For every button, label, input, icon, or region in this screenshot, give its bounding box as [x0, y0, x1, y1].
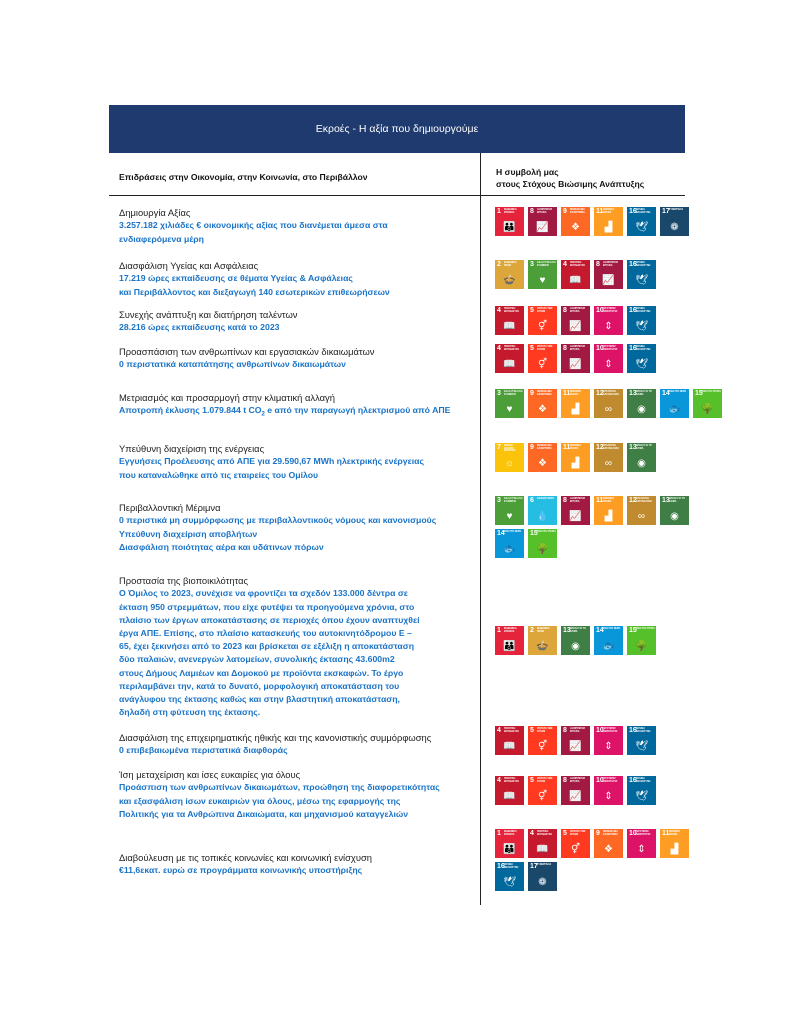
sdg-7-icon: 7 ΦΘΗΝΗ ΚΑΘΑΡΗ ΕΝΕΡΓΕΙΑ ☼: [495, 443, 524, 472]
sdg-4-icon: 4 ΠΟΙΟΤΙΚΗ ΕΚΠΑΙΔΕΥΣΗ 📖: [528, 829, 557, 858]
sdg-8-icon: 8 ΑΞΙΟΠΡΕΠΗΣ ΕΡΓΑΣΙΑ 📈: [528, 207, 557, 236]
impact-metric-line: 17.219 ώρες εκπαίδευσης σε θέματα Υγείας & Ασφάλειας: [119, 273, 353, 284]
sdg-14-icon: 14 ΖΩΗ ΣΤΟ ΝΕΡΟ 🐟: [660, 389, 689, 418]
impact-title: Προασπάσιση των ανθρωπίνων και εργασιακών δικαιωμάτων: [119, 346, 375, 357]
impact-title: Υπεύθυνη διαχείριση της ενέργειας: [119, 443, 265, 454]
impact-title: Προστασία της βιοποικιλότητας: [119, 575, 249, 586]
impact-metric-line: ανάγλυφου της έκτασης καθώς και στην βλαστητική αποκατάσταση,: [119, 694, 400, 705]
impact-metric-line: που καταναλώθηκε από τις εταιρείες του Ομίλου: [119, 469, 319, 480]
sdg-8-icon: 8 ΑΞΙΟΠΡΕΠΗΣ ΕΡΓΑΣΙΑ 📈: [594, 260, 623, 289]
section-title: Εκροές - Η αξία που δημιουργούμε: [315, 123, 479, 135]
sdg-13-icon: 13 ΔΡΑΣΗ ΓΙΑ ΤΟ ΚΛΙΜΑ ◉: [627, 443, 656, 472]
sdg-15-icon: 15 ΖΩΗ ΣΤΗ ΣΤΕΡΙΑ 🌳: [528, 529, 557, 558]
sdg-11-icon: 11 ΒΙΩΣΙΜΕΣ ΠΟΛΕΙΣ ▟: [660, 829, 689, 858]
sdg-12-icon: 12 ΥΠΕΥΘΥΝΗ ΚΑΤΑΝΑΛΩΣΗ ∞: [594, 443, 623, 472]
impact-row: [119, 443, 479, 482]
sdg-1-icon: 1 ΜΗΔΕΝΙΚΗ ΦΤΩΧΕΙΑ 👪: [495, 207, 524, 236]
sdg-4-icon: 4 ΠΟΙΟΤΙΚΗ ΕΚΠΑΙΔΕΥΣΗ 📖: [495, 776, 524, 805]
impact-metric-line: στους Δήμους Λαμιέων και Δομοκού με προϊόντα εκσκαφών. Το έργο: [119, 667, 404, 678]
sdg-4-icon: 4 ΠΟΙΟΤΙΚΗ ΕΚΠΑΙΔΕΥΣΗ 📖: [561, 260, 590, 289]
impact-title: Δημιουργία Αξίας: [119, 207, 191, 218]
sdg-6-icon: 6 ΚΑΘΑΡΟ ΝΕΡΟ 💧: [528, 496, 557, 525]
sdg-9-icon: 9 ΒΙΟΜΗΧΑΝΙΑ ΚΑΙΝΟΤΟΜΙΑ ❖: [561, 207, 590, 236]
sdg-9-icon: 9 ΒΙΟΜΗΧΑΝΙΑ ΚΑΙΝΟΤΟΜΙΑ ❖: [528, 443, 557, 472]
impact-row: [119, 575, 479, 719]
impact-metric-line: 28.216 ώρες εκπαίδευσης κατά το 2023: [119, 322, 280, 333]
impact-metric-line: 3.257.182 χιλιάδες € οικονομικής αξίας που διανέμεται άμεσα στα: [119, 220, 388, 231]
contribution-header-line2: στους Στόχους Βιώσιμης Ανάπτυξης: [496, 179, 645, 189]
sdg-11-icon: 11 ΒΙΩΣΙΜΕΣ ΠΟΛΕΙΣ ▟: [594, 207, 623, 236]
sdg-5-icon: 5 ΙΣΟΤΗΤΑ ΤΩΝ ΦΥΛΩΝ ⚥: [528, 306, 557, 335]
impact-metric-line: Εγγυήσεις Προέλευσης από ΑΠΕ για 29.590,67 MWh ηλεκτρικής ενέργειας: [119, 456, 424, 467]
impact-metric-line: και εξασφάλιση ίσων ευκαιριών για όλους, μέσω της εφαρμογής της: [119, 795, 401, 806]
impact-metric-line: έργα ΑΠΕ. Επίσης, στο πλαίσιο κατασκευής του αυτοκινητόδρομου Ε –: [119, 628, 412, 639]
impact-title: Μετριασμός και προσαρμογή στην κλιματική αλλαγή: [119, 392, 335, 403]
sdg-14-icon: 14 ΖΩΗ ΣΤΟ ΝΕΡΟ 🐟: [594, 626, 623, 655]
sdg-13-icon: 13 ΔΡΑΣΗ ΓΙΑ ΤΟ ΚΛΙΜΑ ◉: [660, 496, 689, 525]
sdg-1-icon: 1 ΜΗΔΕΝΙΚΗ ΦΤΩΧΕΙΑ 👪: [495, 829, 524, 858]
impact-metric-line: και Περιβάλλοντος και διεξαγωγή 140 εσωτερικών επιθεωρήσεων: [119, 286, 390, 297]
impact-row: [119, 502, 479, 554]
impact-row: [119, 852, 479, 878]
sdg-12-icon: 12 ΥΠΕΥΘΥΝΗ ΚΑΤΑΝΑΛΩΣΗ ∞: [594, 389, 623, 418]
contribution-header-line1: Η συμβολή μας: [496, 167, 559, 177]
contribution-column-header: [496, 166, 644, 190]
sdg-15-icon: 15 ΖΩΗ ΣΤΗ ΣΤΕΡΙΑ 🌳: [627, 626, 656, 655]
sdg-2-icon: 2 ΜΗΔΕΝΙΚΗ ΠΕΙΝΑ 🍲: [528, 626, 557, 655]
sdg-2-icon: 2 ΜΗΔΕΝΙΚΗ ΠΕΙΝΑ 🍲: [495, 260, 524, 289]
impact-metric-line: Προάσπιση των ανθρωπίνων δικαιωμάτων, προώθηση της διαφορετικότητας: [119, 782, 440, 793]
sdg-11-icon: 11 ΒΙΩΣΙΜΕΣ ΠΟΛΕΙΣ ▟: [594, 496, 623, 525]
impact-metric-line: πλαίσιο των έργων αποκατάστασης σε περιοχές όπου έχουν αναπτυχθεί: [119, 614, 420, 625]
impact-title: Διαβούλευση με τις τοπικές κοινωνίες και κοινωνική ενίσχυση: [119, 852, 372, 863]
impact-metric-line: €11,6εκατ. ευρώ σε προγράμματα κοινωνικής υποστήριξης: [119, 865, 363, 876]
sdg-10-icon: 10 ΛΙΓΟΤΕΡΕΣ ΑΝΙΣΟΤΗΤΕΣ ⇕: [594, 306, 623, 335]
sdg-16-icon: 16 ΕΙΡΗΝΗ ΔΙΚΑΙΟΣΥΝΗ 🕊: [627, 260, 656, 289]
sdg-17-icon: 17 ΣΥΝΕΡΓΑΣΙΑ ❁: [528, 862, 557, 891]
impact-row: [119, 769, 479, 821]
impact-row: [119, 392, 479, 422]
sdg-8-icon: 8 ΑΞΙΟΠΡΕΠΗΣ ΕΡΓΑΣΙΑ 📈: [561, 344, 590, 373]
column-divider: [480, 153, 481, 905]
sdg-9-icon: 9 ΒΙΟΜΗΧΑΝΙΑ ΚΑΙΝΟΤΟΜΙΑ ❖: [594, 829, 623, 858]
sdg-3-icon: 3 ΚΑΛΗ ΥΓΕΙΑ ΚΑΙ ΕΥΗΜΕΡΙΑ ♥: [495, 496, 524, 525]
sdg-8-icon: 8 ΑΞΙΟΠΡΕΠΗΣ ΕΡΓΑΣΙΑ 📈: [561, 306, 590, 335]
impact-metric-line: 0 περιστατικά καταπάτησης ανθρωπίνων δικαιωμάτων: [119, 359, 346, 370]
sdg-16-icon: 16 ΕΙΡΗΝΗ ΔΙΚΑΙΟΣΥΝΗ 🕊: [627, 776, 656, 805]
sdg-16-icon: 16 ΕΙΡΗΝΗ ΔΙΚΑΙΟΣΥΝΗ 🕊: [627, 344, 656, 373]
sdg-8-icon: 8 ΑΞΙΟΠΡΕΠΗΣ ΕΡΓΑΣΙΑ 📈: [561, 776, 590, 805]
sdg-10-icon: 10 ΛΙΓΟΤΕΡΕΣ ΑΝΙΣΟΤΗΤΕΣ ⇕: [594, 726, 623, 755]
sdg-17-icon: 17 ΣΥΝΕΡΓΑΣΙΑ ❁: [660, 207, 689, 236]
section-header: [109, 105, 685, 153]
sdg-13-icon: 13 ΔΡΑΣΗ ΓΙΑ ΤΟ ΚΛΙΜΑ ◉: [561, 626, 590, 655]
impact-row: [119, 346, 479, 372]
impact-metric-line: δύο παλαιών, ανενεργών λατομείων, συνολικής έκτασης 43.600m2: [119, 654, 395, 665]
sdg-16-icon: 16 ΕΙΡΗΝΗ ΔΙΚΑΙΟΣΥΝΗ 🕊: [495, 862, 524, 891]
sdg-8-icon: 8 ΑΞΙΟΠΡΕΠΗΣ ΕΡΓΑΣΙΑ 📈: [561, 726, 590, 755]
sdg-12-icon: 12 ΥΠΕΥΘΥΝΗ ΚΑΤΑΝΑΛΩΣΗ ∞: [627, 496, 656, 525]
impact-metric-line: Υπεύθυνη διαχείριση αποβλήτων: [119, 528, 258, 539]
impact-metric-line: έκταση 950 στρεμμάτων, που είχε φυτέψει τα προηγούμενα χρόνια, στο: [119, 601, 415, 612]
sdg-4-icon: 4 ΠΟΙΟΤΙΚΗ ΕΚΠΑΙΔΕΥΣΗ 📖: [495, 306, 524, 335]
impact-metric-line: 0 περιστικά μη συμμόρφωσης με περιβαλλοντικούς νόμους και κανονισμούς: [119, 515, 437, 526]
impact-metric-line: Διασφάλιση ποιότητας αέρα και υδάτινων πόρων: [119, 541, 324, 552]
sdg-14-icon: 14 ΖΩΗ ΣΤΟ ΝΕΡΟ 🐟: [495, 529, 524, 558]
sdg-5-icon: 5 ΙΣΟΤΗΤΑ ΤΩΝ ΦΥΛΩΝ ⚥: [561, 829, 590, 858]
sdg-16-icon: 16 ΕΙΡΗΝΗ ΔΙΚΑΙΟΣΥΝΗ 🕊: [627, 207, 656, 236]
sdg-16-icon: 16 ΕΙΡΗΝΗ ΔΙΚΑΙΟΣΥΝΗ 🕊: [627, 306, 656, 335]
sdg-10-icon: 10 ΛΙΓΟΤΕΡΕΣ ΑΝΙΣΟΤΗΤΕΣ ⇕: [627, 829, 656, 858]
sdg-5-icon: 5 ΙΣΟΤΗΤΑ ΤΩΝ ΦΥΛΩΝ ⚥: [528, 344, 557, 373]
sdg-1-icon: 1 ΜΗΔΕΝΙΚΗ ΦΤΩΧΕΙΑ 👪: [495, 626, 524, 655]
sdg-3-icon: 3 ΚΑΛΗ ΥΓΕΙΑ ΚΑΙ ΕΥΗΜΕΡΙΑ ♥: [495, 389, 524, 418]
impact-row: [119, 260, 479, 299]
sdg-3-icon: 3 ΚΑΛΗ ΥΓΕΙΑ ΚΑΙ ΕΥΗΜΕΡΙΑ ♥: [528, 260, 557, 289]
sdg-15-icon: 15 ΖΩΗ ΣΤΗ ΣΤΕΡΙΑ 🌳: [693, 389, 722, 418]
sdg-5-icon: 5 ΙΣΟΤΗΤΑ ΤΩΝ ΦΥΛΩΝ ⚥: [528, 776, 557, 805]
impact-metric-line: ενδιαφερόμενα μέρη: [119, 233, 204, 244]
sdg-10-icon: 10 ΛΙΓΟΤΕΡΕΣ ΑΝΙΣΟΤΗΤΕΣ ⇕: [594, 344, 623, 373]
sdg-11-icon: 11 ΒΙΩΣΙΜΕΣ ΠΟΛΕΙΣ ▟: [561, 389, 590, 418]
impact-row: [119, 732, 479, 758]
sdg-4-icon: 4 ΠΟΙΟΤΙΚΗ ΕΚΠΑΙΔΕΥΣΗ 📖: [495, 344, 524, 373]
impact-metric-line: 0 επιβεβαιωμένα περιστατικά διαφθοράς: [119, 745, 288, 756]
impact-metric-line: περιλαμβάνει την, κατά το δυνατό, μορφολογική αποκατάσταση του: [119, 680, 400, 691]
sdg-10-icon: 10 ΛΙΓΟΤΕΡΕΣ ΑΝΙΣΟΤΗΤΕΣ ⇕: [594, 776, 623, 805]
sdg-4-icon: 4 ΠΟΙΟΤΙΚΗ ΕΚΠΑΙΔΕΥΣΗ 📖: [495, 726, 524, 755]
sdg-9-icon: 9 ΒΙΟΜΗΧΑΝΙΑ ΚΑΙΝΟΤΟΜΙΑ ❖: [528, 389, 557, 418]
sdg-8-icon: 8 ΑΞΙΟΠΡΕΠΗΣ ΕΡΓΑΣΙΑ 📈: [561, 496, 590, 525]
impact-metric-line: Πολιτικής για τα Ανθρώπινα Δικαιώματα, και μηχανισμού καταγγελιών: [119, 808, 409, 819]
impact-title: Περιβαλλοντική Μέριμνα: [119, 502, 221, 513]
sdg-5-icon: 5 ΙΣΟΤΗΤΑ ΤΩΝ ΦΥΛΩΝ ⚥: [528, 726, 557, 755]
impacts-column-header: Επιδράσεις στην Οικονομία, στην Κοινωνία, στο Περιβάλλον: [119, 172, 368, 182]
sdg-11-icon: 11 ΒΙΩΣΙΜΕΣ ΠΟΛΕΙΣ ▟: [561, 443, 590, 472]
impact-metric-line: Αποτροπή έκλυσης 1.079.844 t $CO_2$ e από την παραγωγή ηλεκτρισμού από ΑΠΕ: [119, 405, 451, 419]
sdg-13-icon: 13 ΔΡΑΣΗ ΓΙΑ ΤΟ ΚΛΙΜΑ ◉: [627, 389, 656, 418]
impact-metric-line: Ο Όμιλος το 2023, συνέχισε να φροντίζει τα σχεδόν 133.000 δέντρα σε: [119, 588, 408, 599]
impact-metric-line: δηλαδή στη φύτευση της έκτασης.: [119, 707, 261, 718]
impact-title: Ίση μεταχείριση και ίσες ευκαιρίες για όλους: [119, 769, 301, 780]
impact-title: Διασφάλιση της επιχειρηματικής ηθικής και της κανονιστικής συμμόρφωσης: [119, 732, 432, 743]
impact-title: Συνεχής ανάπτυξη και διατήρηση ταλέντων: [119, 309, 298, 320]
impact-title: Διασφάλιση Υγείας και Ασφάλειας: [119, 260, 259, 271]
impact-row: [119, 207, 479, 246]
sdg-16-icon: 16 ΕΙΡΗΝΗ ΔΙΚΑΙΟΣΥΝΗ 🕊: [627, 726, 656, 755]
impact-row: [119, 309, 479, 335]
header-divider: [109, 195, 685, 196]
impact-metric-line: 65, έχει ξεκινήσει από το 2023 και βρίσκεται σε εξέλιξη η αποκατάσταση: [119, 641, 415, 652]
